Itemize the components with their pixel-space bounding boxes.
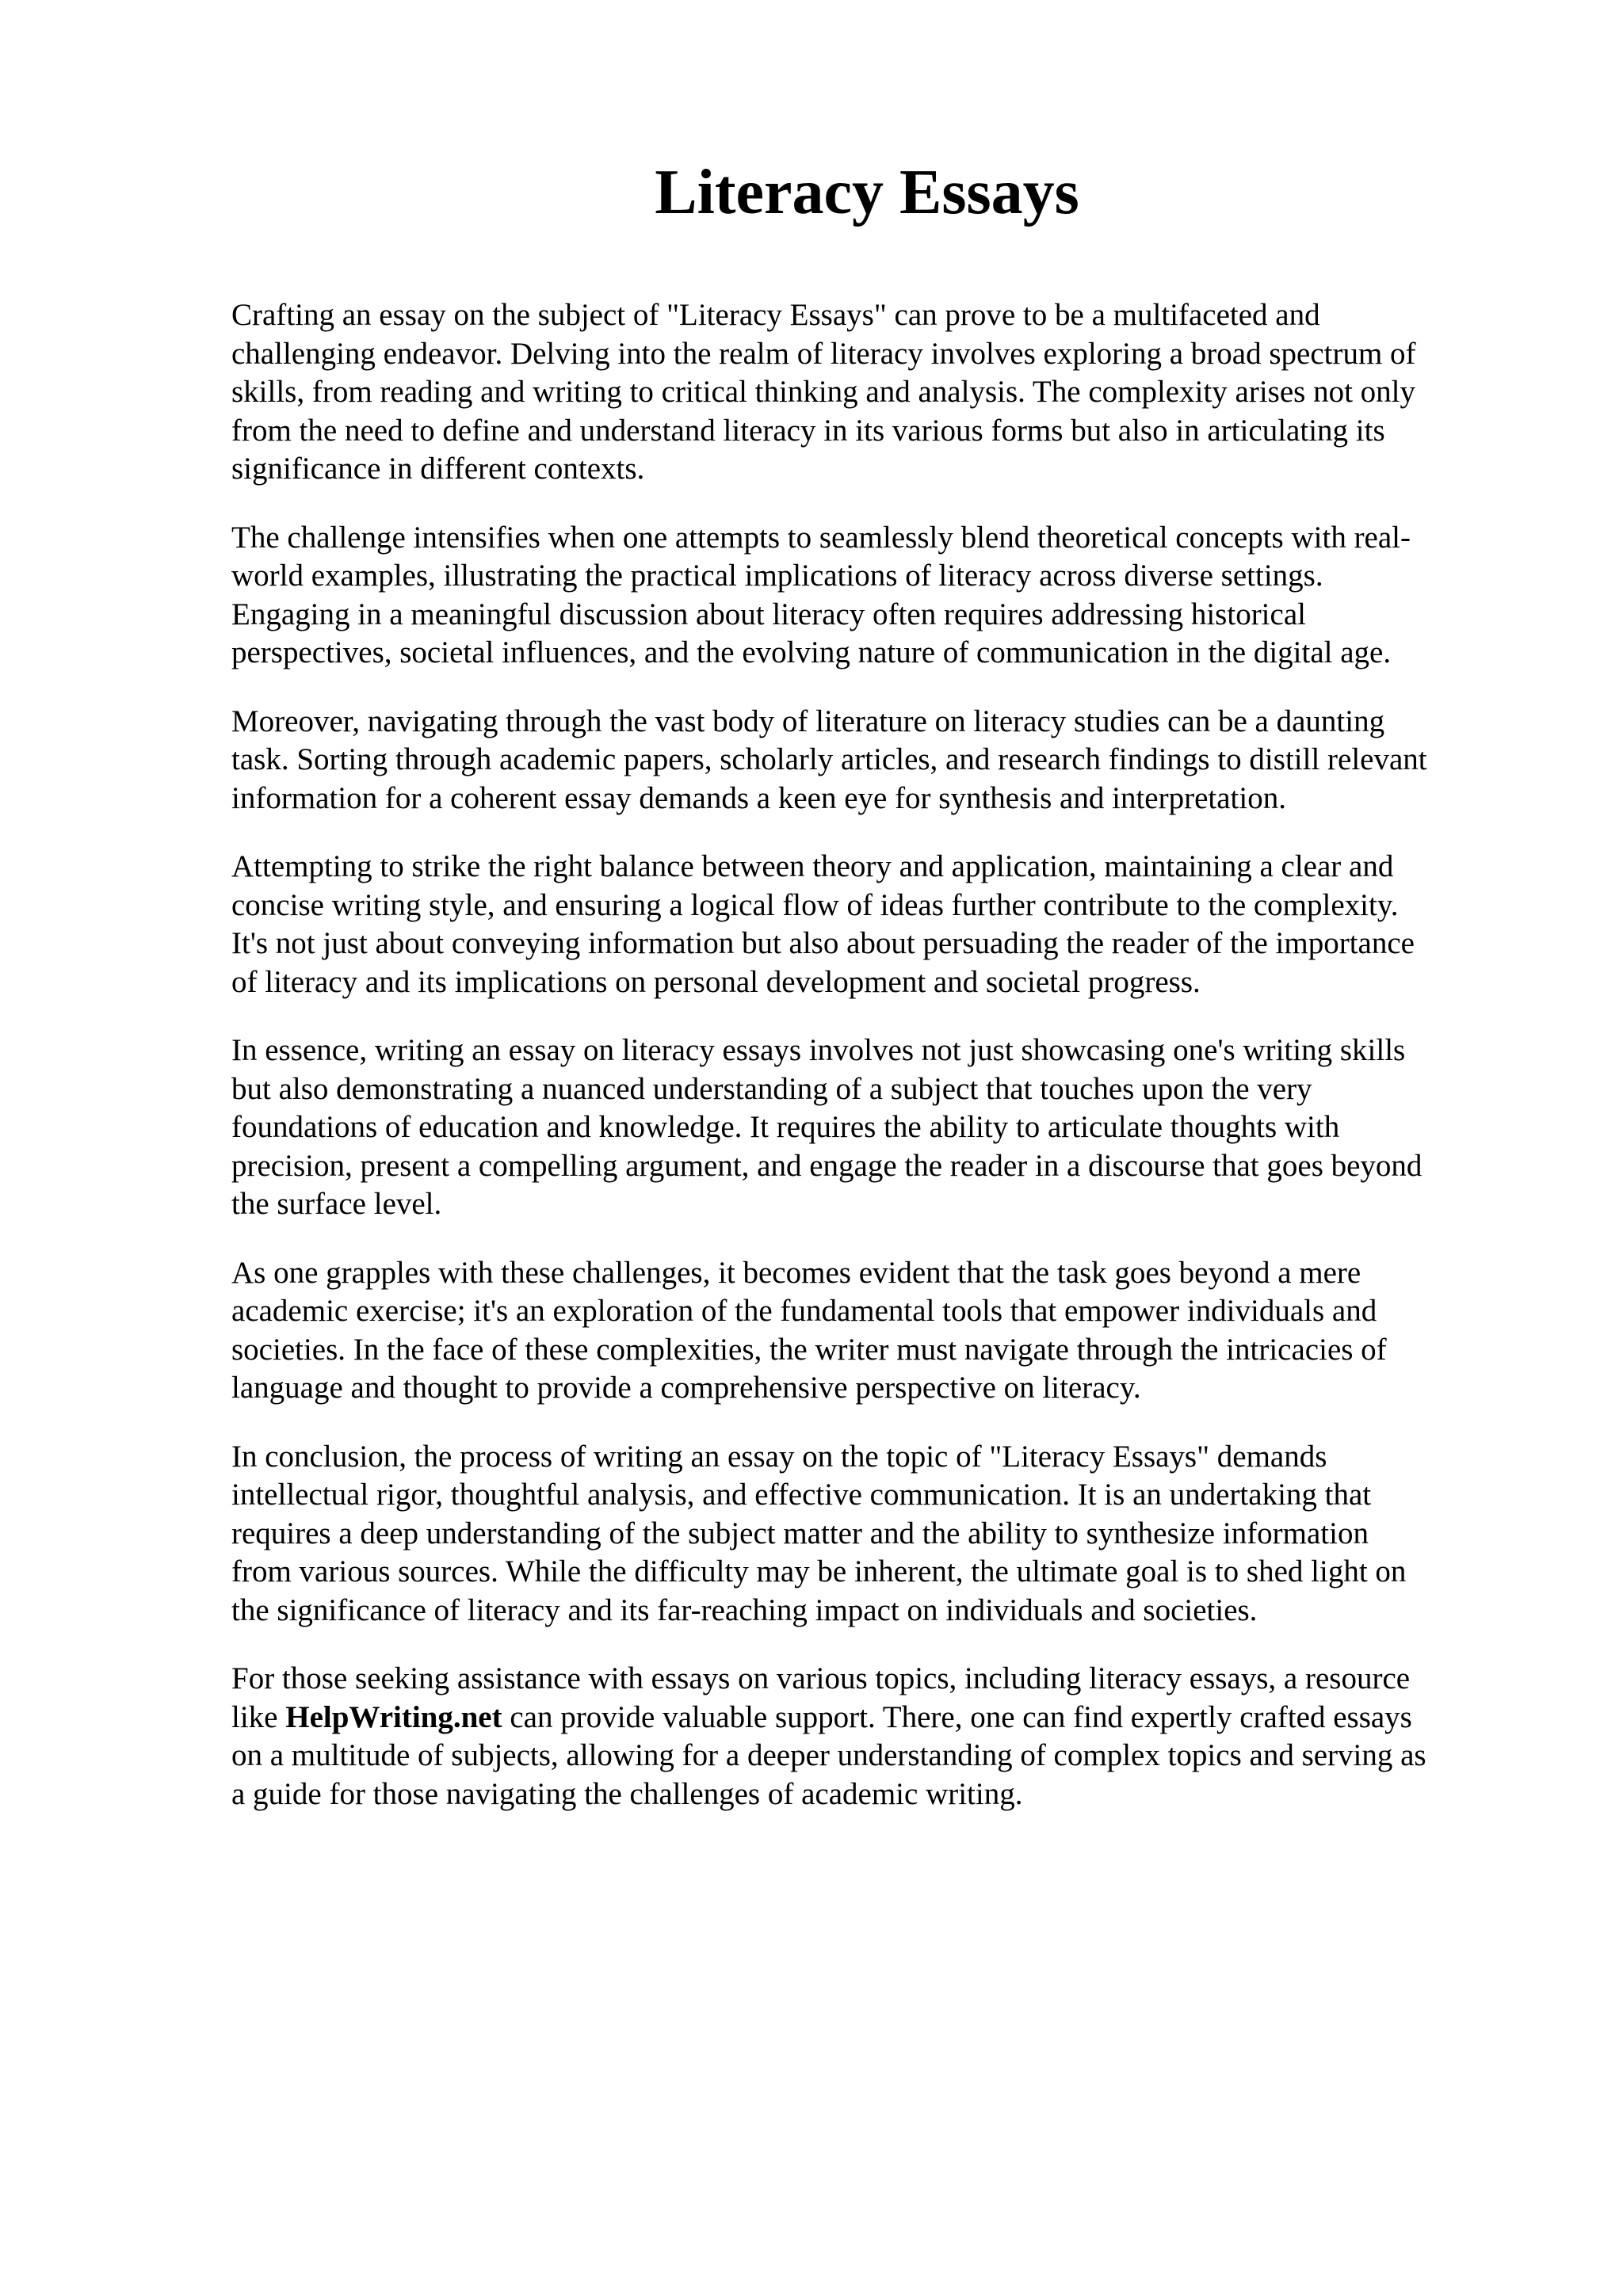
text-line: As one grapples with these challenges, it becomes evident that the task goes beyond a mere	[231, 1255, 1361, 1290]
text-fragment: like	[231, 1699, 286, 1734]
paragraph-3	[231, 703, 1515, 818]
text-line: world examples, illustrating the practical implications of literacy across diverse settings.	[231, 559, 1323, 593]
text-line: perspectives, societal influences, and the evolving nature of communication in the digital age.	[231, 635, 1392, 669]
paragraph-8	[231, 1660, 1515, 1814]
text-line: but also demonstrating a nuanced understanding of a subject that touches upon the very	[231, 1071, 1312, 1106]
paragraph-7	[231, 1438, 1515, 1630]
text-line: requires a deep understanding of the subject matter and the ability to synthesize information	[231, 1516, 1369, 1550]
text-line: from the need to define and understand literacy in its various forms but also in articulating its	[231, 413, 1385, 448]
text-line: significance in different contexts.	[231, 452, 645, 486]
text-line: foundations of education and knowledge. It requires the ability to articulate thoughts with	[231, 1110, 1340, 1144]
text-line: task. Sorting through academic papers, scholarly articles, and research findings to distill relevant	[231, 742, 1427, 776]
text-line	[231, 1699, 1515, 1737]
text-line: In conclusion, the process of writing an essay on the topic of "Literacy Essays" demands	[231, 1439, 1327, 1474]
paragraph-4	[231, 848, 1515, 1001]
text-line: Engaging in a meaningful discussion about literacy often requires addressing historical	[231, 597, 1306, 631]
text-line: For those seeking assistance with essays on various topics, including literacy essays, a resource	[231, 1661, 1411, 1695]
brand-name-helpwriting: HelpWriting.net	[285, 1699, 502, 1734]
text-line: information for a coherent essay demands a keen eye for synthesis and interpretation.	[231, 780, 1286, 815]
text-line: In essence, writing an essay on literacy essays involves not just showcasing one's writing skills	[231, 1033, 1406, 1067]
text-line: of literacy and its implications on personal development and societal progress.	[231, 964, 1201, 999]
text-line: Moreover, navigating through the vast body of literature on literacy studies can be a daunting	[231, 704, 1385, 738]
text-line: societies. In the face of these complexities, the writer must navigate through the intricacies of	[231, 1332, 1387, 1367]
paragraph-5	[231, 1032, 1515, 1224]
paragraph-1	[231, 296, 1515, 489]
page-title: Literacy Essays	[655, 158, 1079, 227]
paragraph-2	[231, 519, 1515, 673]
text-line: Crafting an essay on the subject of "Literacy Essays" can prove to be a multifaceted and	[231, 298, 1320, 332]
text-line: Attempting to strike the right balance between theory and application, maintaining a clear and	[231, 849, 1394, 883]
text-line: The challenge intensifies when one attempts to seamlessly blend theoretical concepts with real-	[231, 520, 1411, 555]
essay-body	[231, 296, 1515, 1844]
paragraph-6	[231, 1254, 1515, 1408]
text-line: a guide for those navigating the challenges of academic writing.	[231, 1776, 1023, 1811]
text-line: the surface level.	[231, 1187, 442, 1221]
text-line: challenging endeavor. Delving into the realm of literacy involves exploring a broad spectrum of	[231, 336, 1416, 371]
text-line: from various sources. While the difficulty may be inherent, the ultimate goal is to shed light on	[231, 1554, 1407, 1589]
text-line: precision, present a compelling argument, and engage the reader in a discourse that goes beyond	[231, 1148, 1423, 1183]
text-line: skills, from reading and writing to critical thinking and analysis. The complexity arises not only	[231, 375, 1415, 409]
text-line: on a multitude of subjects, allowing for a deeper understanding of complex topics and serving as	[231, 1738, 1426, 1772]
text-fragment: can provide valuable support. There, one can find expertly crafted essays	[502, 1699, 1412, 1734]
text-line: the significance of literacy and its far-reaching impact on individuals and societies.	[231, 1592, 1258, 1627]
text-line: It's not just about conveying information but also about persuading the reader of the importance	[231, 926, 1415, 960]
text-line: concise writing style, and ensuring a logical flow of ideas further contribute to the complexity.	[231, 887, 1399, 922]
text-line: language and thought to provide a comprehensive perspective on literacy.	[231, 1371, 1141, 1405]
text-line: intellectual rigor, thoughtful analysis, and effective communication. It is an undertaking that	[231, 1478, 1372, 1512]
text-line: academic exercise; it's an exploration of the fundamental tools that empower individuals and	[231, 1294, 1377, 1328]
